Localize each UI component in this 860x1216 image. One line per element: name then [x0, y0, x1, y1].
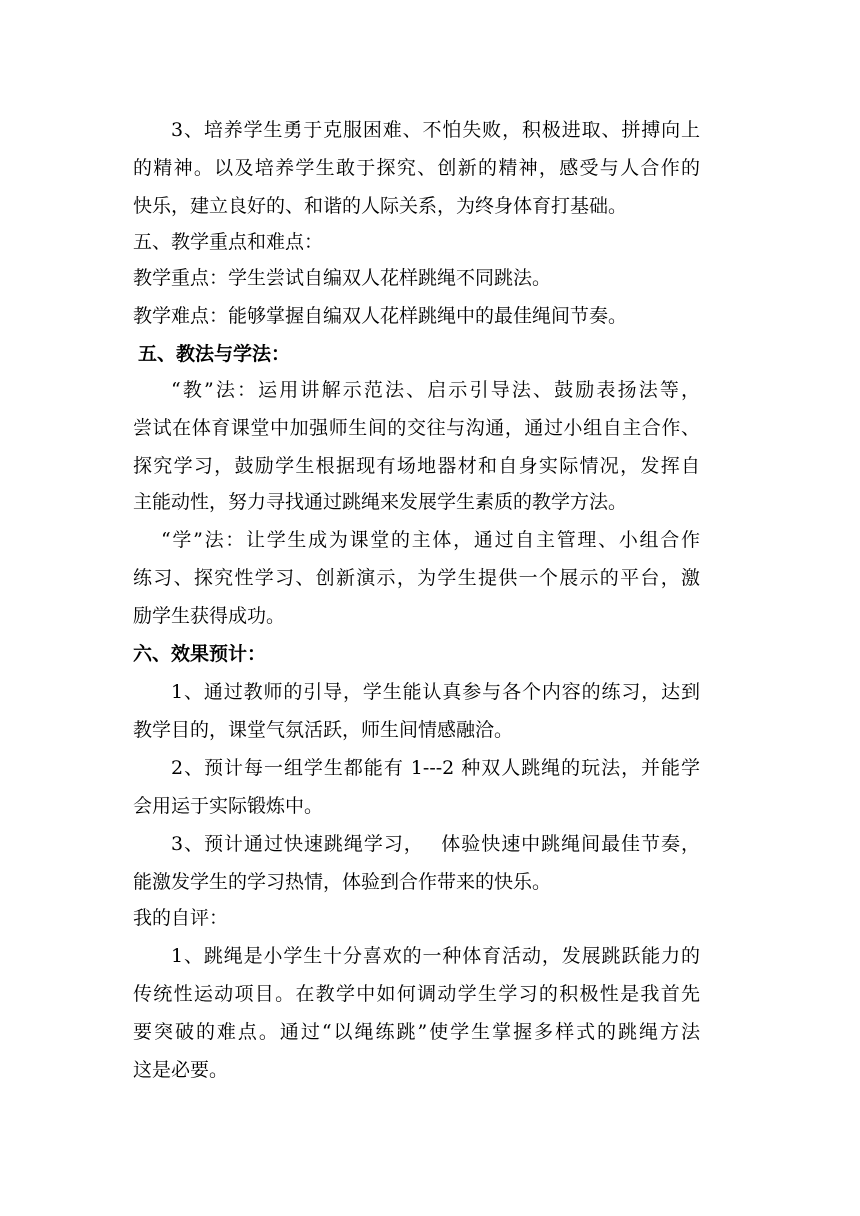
self-evaluation-line-1: 1、跳绳是小学生十分喜欢的一种体育活动，发展跳跃能力的	[171, 945, 700, 967]
effect-2-line-2: 会用运于实际锻炼中。	[133, 795, 324, 817]
paragraph-goal-3-line-3: 快乐，建立良好的、和谐的人际关系，为终身体育打基础。	[133, 195, 628, 217]
effect-1-line-2: 教学目的，课堂气氛活跃，师生间情感融洽。	[133, 719, 514, 741]
learning-method-line-1: “学”法：让学生成为课堂的主体，通过自主管理、小组合作	[161, 529, 700, 551]
self-evaluation-line-3: 要突破的难点。通过“以绳练跳”使学生掌握多样式的跳绳方法	[133, 1021, 700, 1043]
difficult-point-text: 教学难点：能够掌握自编双人花样跳绳中的最佳绳间节奏。	[133, 305, 628, 327]
effect-3-line-1: 3、预计通过快速跳绳学习， 体验快速中跳绳间最佳节奏，	[171, 833, 700, 855]
effect-3-line-2: 能激发学生的学习热情，体验到合作带来的快乐。	[133, 871, 552, 893]
section-heading-methods: 五、教法与学法：	[138, 343, 291, 365]
teaching-method-line-2: 尝试在体育课堂中加强师生间的交往与沟通，通过小组自主合作、	[133, 417, 700, 439]
learning-method-line-2: 练习、探究性学习、创新演示，为学生提供一个展示的平台，激	[133, 567, 700, 589]
self-evaluation-line-4: 这是必要。	[133, 1059, 229, 1081]
self-evaluation-line-2: 传统性运动项目。在教学中如何调动学生学习的积极性是我首先	[133, 983, 700, 1005]
effect-1-line-1: 1、通过教师的引导，学生能认真参与各个内容的练习，达到	[171, 681, 700, 703]
learning-method-line-3: 励学生获得成功。	[133, 605, 286, 627]
teaching-method-line-4: 主能动性，努力寻找通过跳绳来发展学生素质的教学方法。	[133, 491, 628, 513]
effect-2-line-1: 2、预计每一组学生都能有 1---2 种双人跳绳的玩法，并能学	[171, 757, 700, 779]
section-heading-expected-effects: 六、效果预计：	[133, 643, 267, 665]
teaching-method-line-1: “教”法：运用讲解示范法、启示引导法、鼓励表扬法等，	[171, 379, 700, 401]
teaching-method-line-3: 探究学习，鼓励学生根据现有场地器材和自身实际情况，发挥自	[133, 455, 700, 477]
paragraph-goal-3-line-2: 的精神。以及培养学生敢于探究、创新的精神，感受与人合作的	[133, 157, 700, 179]
paragraph-goal-3-line-1: 3、培养学生勇于克服困难、不怕失败，积极进取、拼搏向上	[171, 119, 700, 141]
section-heading-self-evaluation: 我的自评：	[133, 907, 229, 929]
section-heading-key-points: 五、教学重点和难点：	[133, 231, 324, 253]
key-point-text: 教学重点：学生尝试自编双人花样跳绳不同跳法。	[133, 267, 552, 289]
